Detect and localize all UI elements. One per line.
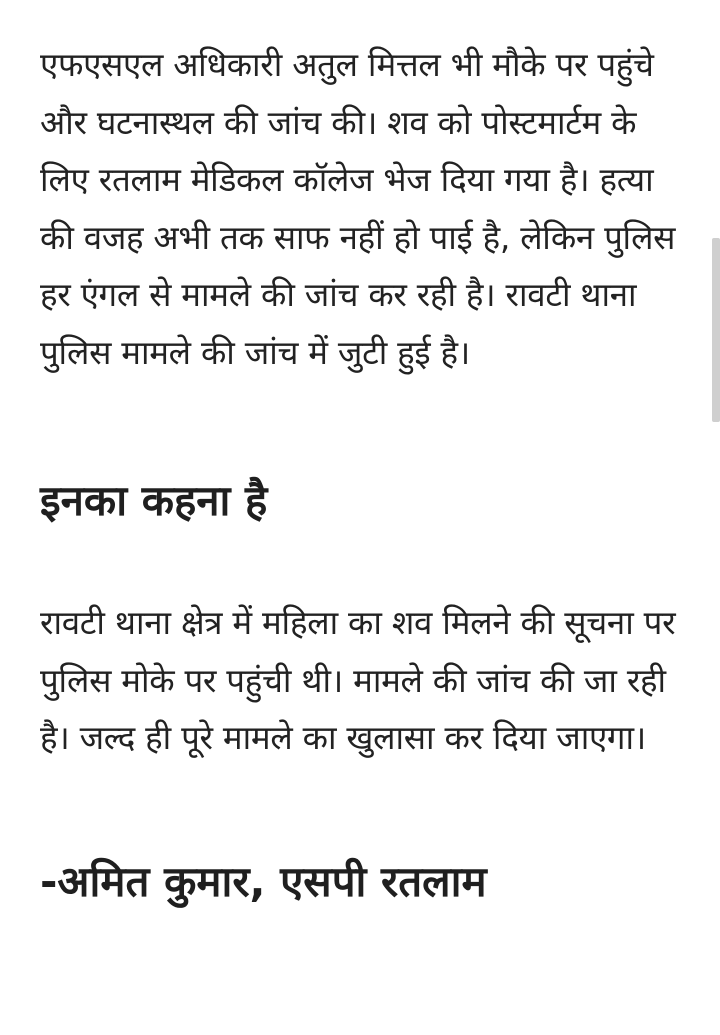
article-paragraph: एफएसएल अधिकारी अतुल मित्तल भी मौके पर पहुंचे और घटनास्थल की जांच की। शव को पोस्टमार्टम के लिए रतलाम मेडिकल कॉलेज भेज दिया गया है। हत्या की वजह अभी तक साफ नहीं हो पाई है, लेकिन पुलिस हर एंगल से मामले की जांच कर रही है। रावटी थाना पुलिस मामले की जांच में जुटी हुई है। <box>40 45 676 372</box>
article-body <box>40 36 680 912</box>
vertical-scrollbar[interactable] <box>712 238 720 422</box>
section-heading: इनका कहना है <box>40 476 268 525</box>
quote-paragraph: रावटी थाना क्षेत्र में महिला का शव मिलने की सूचना पर पुलिस मोके पर पहुंची थी। मामले की जांच की जा रही है। जल्द ही पूरे मामले का खुलासा कर दिया जाएगा। <box>40 603 676 757</box>
quote-attribution: -अमित कुमार, एसपी रतलाम <box>40 856 487 906</box>
